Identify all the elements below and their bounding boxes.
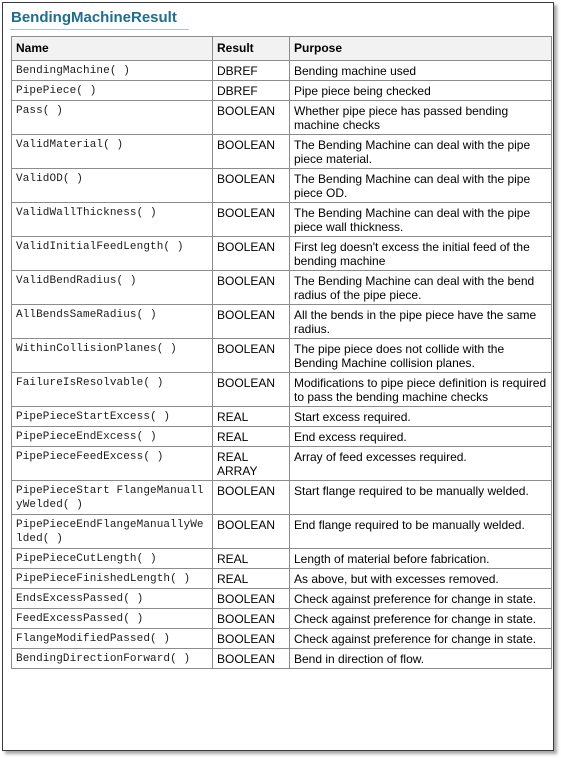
purpose-cell: The Bending Machine can deal with the pipe piece material. [290,135,552,169]
result-cell: BOOLEAN [213,271,290,305]
name-cell: ValidBendRadius( ) [12,271,213,305]
table-row [12,203,552,237]
result-cell: REAL [213,549,290,569]
table-row [12,169,552,203]
purpose-cell: Check against preference for change in state. [290,629,552,649]
result-cell: REAL [213,427,290,447]
table-row [12,101,552,135]
name-cell: ValidWallThickness( ) [12,203,213,237]
purpose-cell: Check against preference for change in state. [290,589,552,609]
table-row [12,81,552,101]
name-cell: PipePieceFinishedLength( ) [12,569,213,589]
name-cell: FlangeModifiedPassed( ) [12,629,213,649]
name-cell: PipePieceStartExcess( ) [12,407,213,427]
table-row [12,271,552,305]
purpose-cell: Start excess required. [290,407,552,427]
table-row [12,589,552,609]
column-header-name: Name [12,37,213,61]
result-cell: BOOLEAN [213,515,290,549]
name-cell: WithinCollisionPlanes( ) [12,339,213,373]
result-cell: BOOLEAN [213,609,290,629]
result-cell: BOOLEAN [213,649,290,669]
purpose-cell: Length of material before fabrication. [290,549,552,569]
purpose-cell: As above, but with excesses removed. [290,569,552,589]
table-row [12,569,552,589]
name-cell: PipePiece( ) [12,81,213,101]
result-cell: DBREF [213,61,290,81]
name-cell: PipePieceEndExcess( ) [12,427,213,447]
table-row [12,609,552,629]
result-cell: BOOLEAN [213,203,290,237]
purpose-cell: Start flange required to be manually welded. [290,481,552,515]
purpose-cell: Modifications to pipe piece definition is required to pass the bending machine checks [290,373,552,407]
column-header-purpose: Purpose [290,37,552,61]
purpose-cell: Check against preference for change in state. [290,609,552,629]
purpose-cell: First leg doesn't excess the initial feed of the bending machine [290,237,552,271]
name-cell: FailureIsResolvable( ) [12,373,213,407]
purpose-cell: All the bends in the pipe piece have the same radius. [290,305,552,339]
name-cell: Pass( ) [12,101,213,135]
table-row [12,61,552,81]
purpose-cell: Array of feed excesses required. [290,447,552,481]
purpose-cell: End excess required. [290,427,552,447]
name-cell: PipePieceEndFlangeManuallyWelded( ) [12,515,213,549]
table-body [12,61,552,669]
table-row [12,339,552,373]
result-cell: REAL [213,407,290,427]
purpose-cell: Whether pipe piece has passed bending machine checks [290,101,552,135]
name-cell: FeedExcessPassed( ) [12,609,213,629]
table-row [12,237,552,271]
purpose-cell: The Bending Machine can deal with the pipe piece OD. [290,169,552,203]
name-cell: ValidOD( ) [12,169,213,203]
result-cell: BOOLEAN [213,135,290,169]
result-cell: BOOLEAN [213,589,290,609]
name-cell: ValidMaterial( ) [12,135,213,169]
table-header-row [12,37,552,61]
result-cell: BOOLEAN [213,169,290,203]
table-row [12,447,552,481]
result-cell: BOOLEAN [213,101,290,135]
table-row [12,515,552,549]
table-row [12,407,552,427]
result-cell: BOOLEAN [213,237,290,271]
purpose-cell: End flange required to be manually welded. [290,515,552,549]
name-cell: PipePieceFeedExcess( ) [12,447,213,481]
table-row [12,305,552,339]
table-row [12,135,552,169]
purpose-cell: Bending machine used [290,61,552,81]
result-cell: DBREF [213,81,290,101]
purpose-cell: Pipe piece being checked [290,81,552,101]
result-cell: BOOLEAN [213,373,290,407]
result-cell: BOOLEAN [213,629,290,649]
table-row [12,373,552,407]
name-cell: AllBendsSameRadius( ) [12,305,213,339]
name-cell: PipePieceStart FlangeManuallyWelded( ) [12,481,213,515]
table-row [12,549,552,569]
name-cell: EndsExcessPassed( ) [12,589,213,609]
results-table [11,36,552,669]
name-cell: PipePieceCutLength( ) [12,549,213,569]
result-cell: REAL [213,569,290,589]
result-cell: REAL ARRAY [213,447,290,481]
result-cell: BOOLEAN [213,305,290,339]
column-header-result: Result [213,37,290,61]
purpose-cell: The Bending Machine can deal with the pipe piece wall thickness. [290,203,552,237]
purpose-cell: The pipe piece does not collide with the Bending Machine collision planes. [290,339,552,373]
table-row [12,649,552,669]
name-cell: ValidInitialFeedLength( ) [12,237,213,271]
name-cell: BendingDirectionForward( ) [12,649,213,669]
purpose-cell: Bend in direction of flow. [290,649,552,669]
table-row [12,481,552,515]
result-cell: BOOLEAN [213,481,290,515]
purpose-cell: The Bending Machine can deal with the bend radius of the pipe piece. [290,271,552,305]
table-row [12,629,552,649]
document-frame [2,2,554,751]
table-row [12,427,552,447]
page-title: BendingMachineResult [10,9,189,30]
result-cell: BOOLEAN [213,339,290,373]
name-cell: BendingMachine( ) [12,61,213,81]
